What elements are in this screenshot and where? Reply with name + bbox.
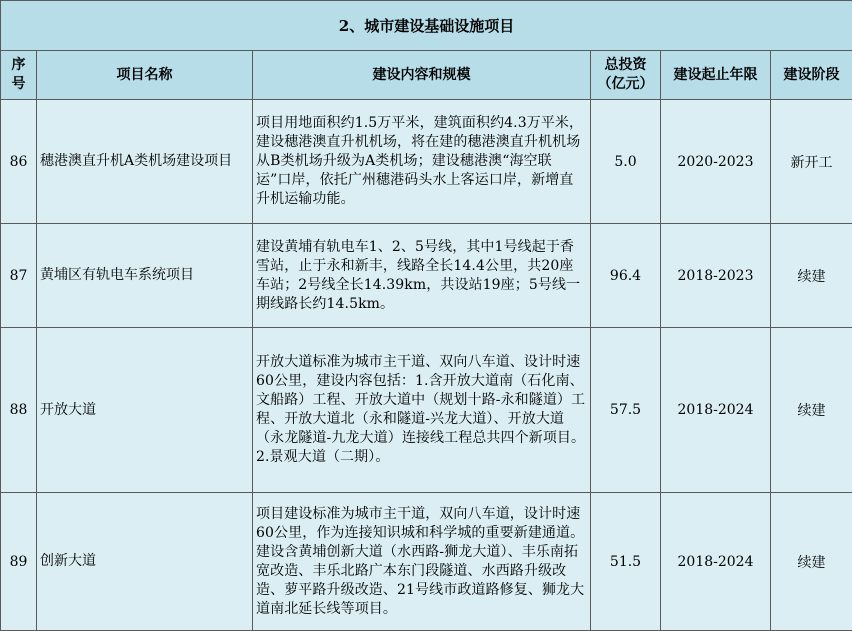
header-row (1, 51, 852, 100)
row-seq: 88 (1, 328, 37, 493)
row-content: 开放大道标准为城市主干道、双向八车道、设计时速60公里，建设内容包括：1.含开放大道南（石化南、文船路）工程、开放大道中（规划十路-永和隧道）工程、开放大道北（永和隧道-兴龙大道）、开放大道（永龙隧道-九龙大道）连接线工程总共四个新项目。2.景观大道（二期）。 (253, 328, 591, 493)
row-investment: 57.5 (591, 328, 661, 493)
row-content: 建设黄埔有轨电车1、2、5号线，其中1号线起于香雪站，止于永和新丰，线路全长14.4公里，共20座车站；2号线全长14.39km，共设站19座；5号线一期线路长约14.5km。 (253, 224, 591, 328)
row-period: 2018-2024 (661, 328, 771, 493)
row-seq: 89 (1, 493, 37, 631)
row-period: 2020-2023 (661, 100, 771, 224)
row-stage: 续建 (771, 493, 852, 631)
header-stage: 建设阶段 (771, 51, 852, 100)
row-period: 2018-2024 (661, 493, 771, 631)
row-name: 穗港澳直升机A类机场建设项目 (37, 100, 253, 224)
title-row (1, 1, 852, 51)
header-investment: 总投资（亿元） (591, 51, 661, 100)
table-title: 2、城市建设基础设施项目 (1, 1, 852, 51)
row-content: 项目建设标准为城市主干道，双向八车道，设计时速60公里，作为连接知识城和科学城的重要新建通道。建设含黄埔创新大道（水西路-狮龙大道）、丰乐南拓宽改造、丰乐北路广本东门段隧道、水西路升级改造、萝平路升级改造、21号线市政道路修复、狮龙大道南北延长线等项目。 (253, 493, 591, 631)
header-period: 建设起止年限 (661, 51, 771, 100)
header-content: 建设内容和规模 (253, 51, 591, 100)
table-row (1, 100, 852, 224)
table-row (1, 224, 852, 328)
row-seq: 86 (1, 100, 37, 224)
row-investment: 5.0 (591, 100, 661, 224)
row-investment: 96.4 (591, 224, 661, 328)
header-name: 项目名称 (37, 51, 253, 100)
row-stage: 续建 (771, 224, 852, 328)
table-row (1, 328, 852, 493)
row-seq: 87 (1, 224, 37, 328)
row-name: 黄埔区有轨电车系统项目 (37, 224, 253, 328)
table-row (1, 493, 852, 631)
row-name: 开放大道 (37, 328, 253, 493)
row-stage: 新开工 (771, 100, 852, 224)
row-name: 创新大道 (37, 493, 253, 631)
header-seq: 序号 (1, 51, 37, 100)
row-stage: 续建 (771, 328, 852, 493)
row-investment: 51.5 (591, 493, 661, 631)
row-period: 2018-2023 (661, 224, 771, 328)
row-content: 项目用地面积约1.5万平米，建筑面积约4.3万平米，建设穗港澳直升机机场，将在建的穗港澳直升机机场从B类机场升级为A类机场；建设穗港澳“海空联运”口岸，依托广州穗港码头水上客运口岸，新增直升机运输功能。 (253, 100, 591, 224)
